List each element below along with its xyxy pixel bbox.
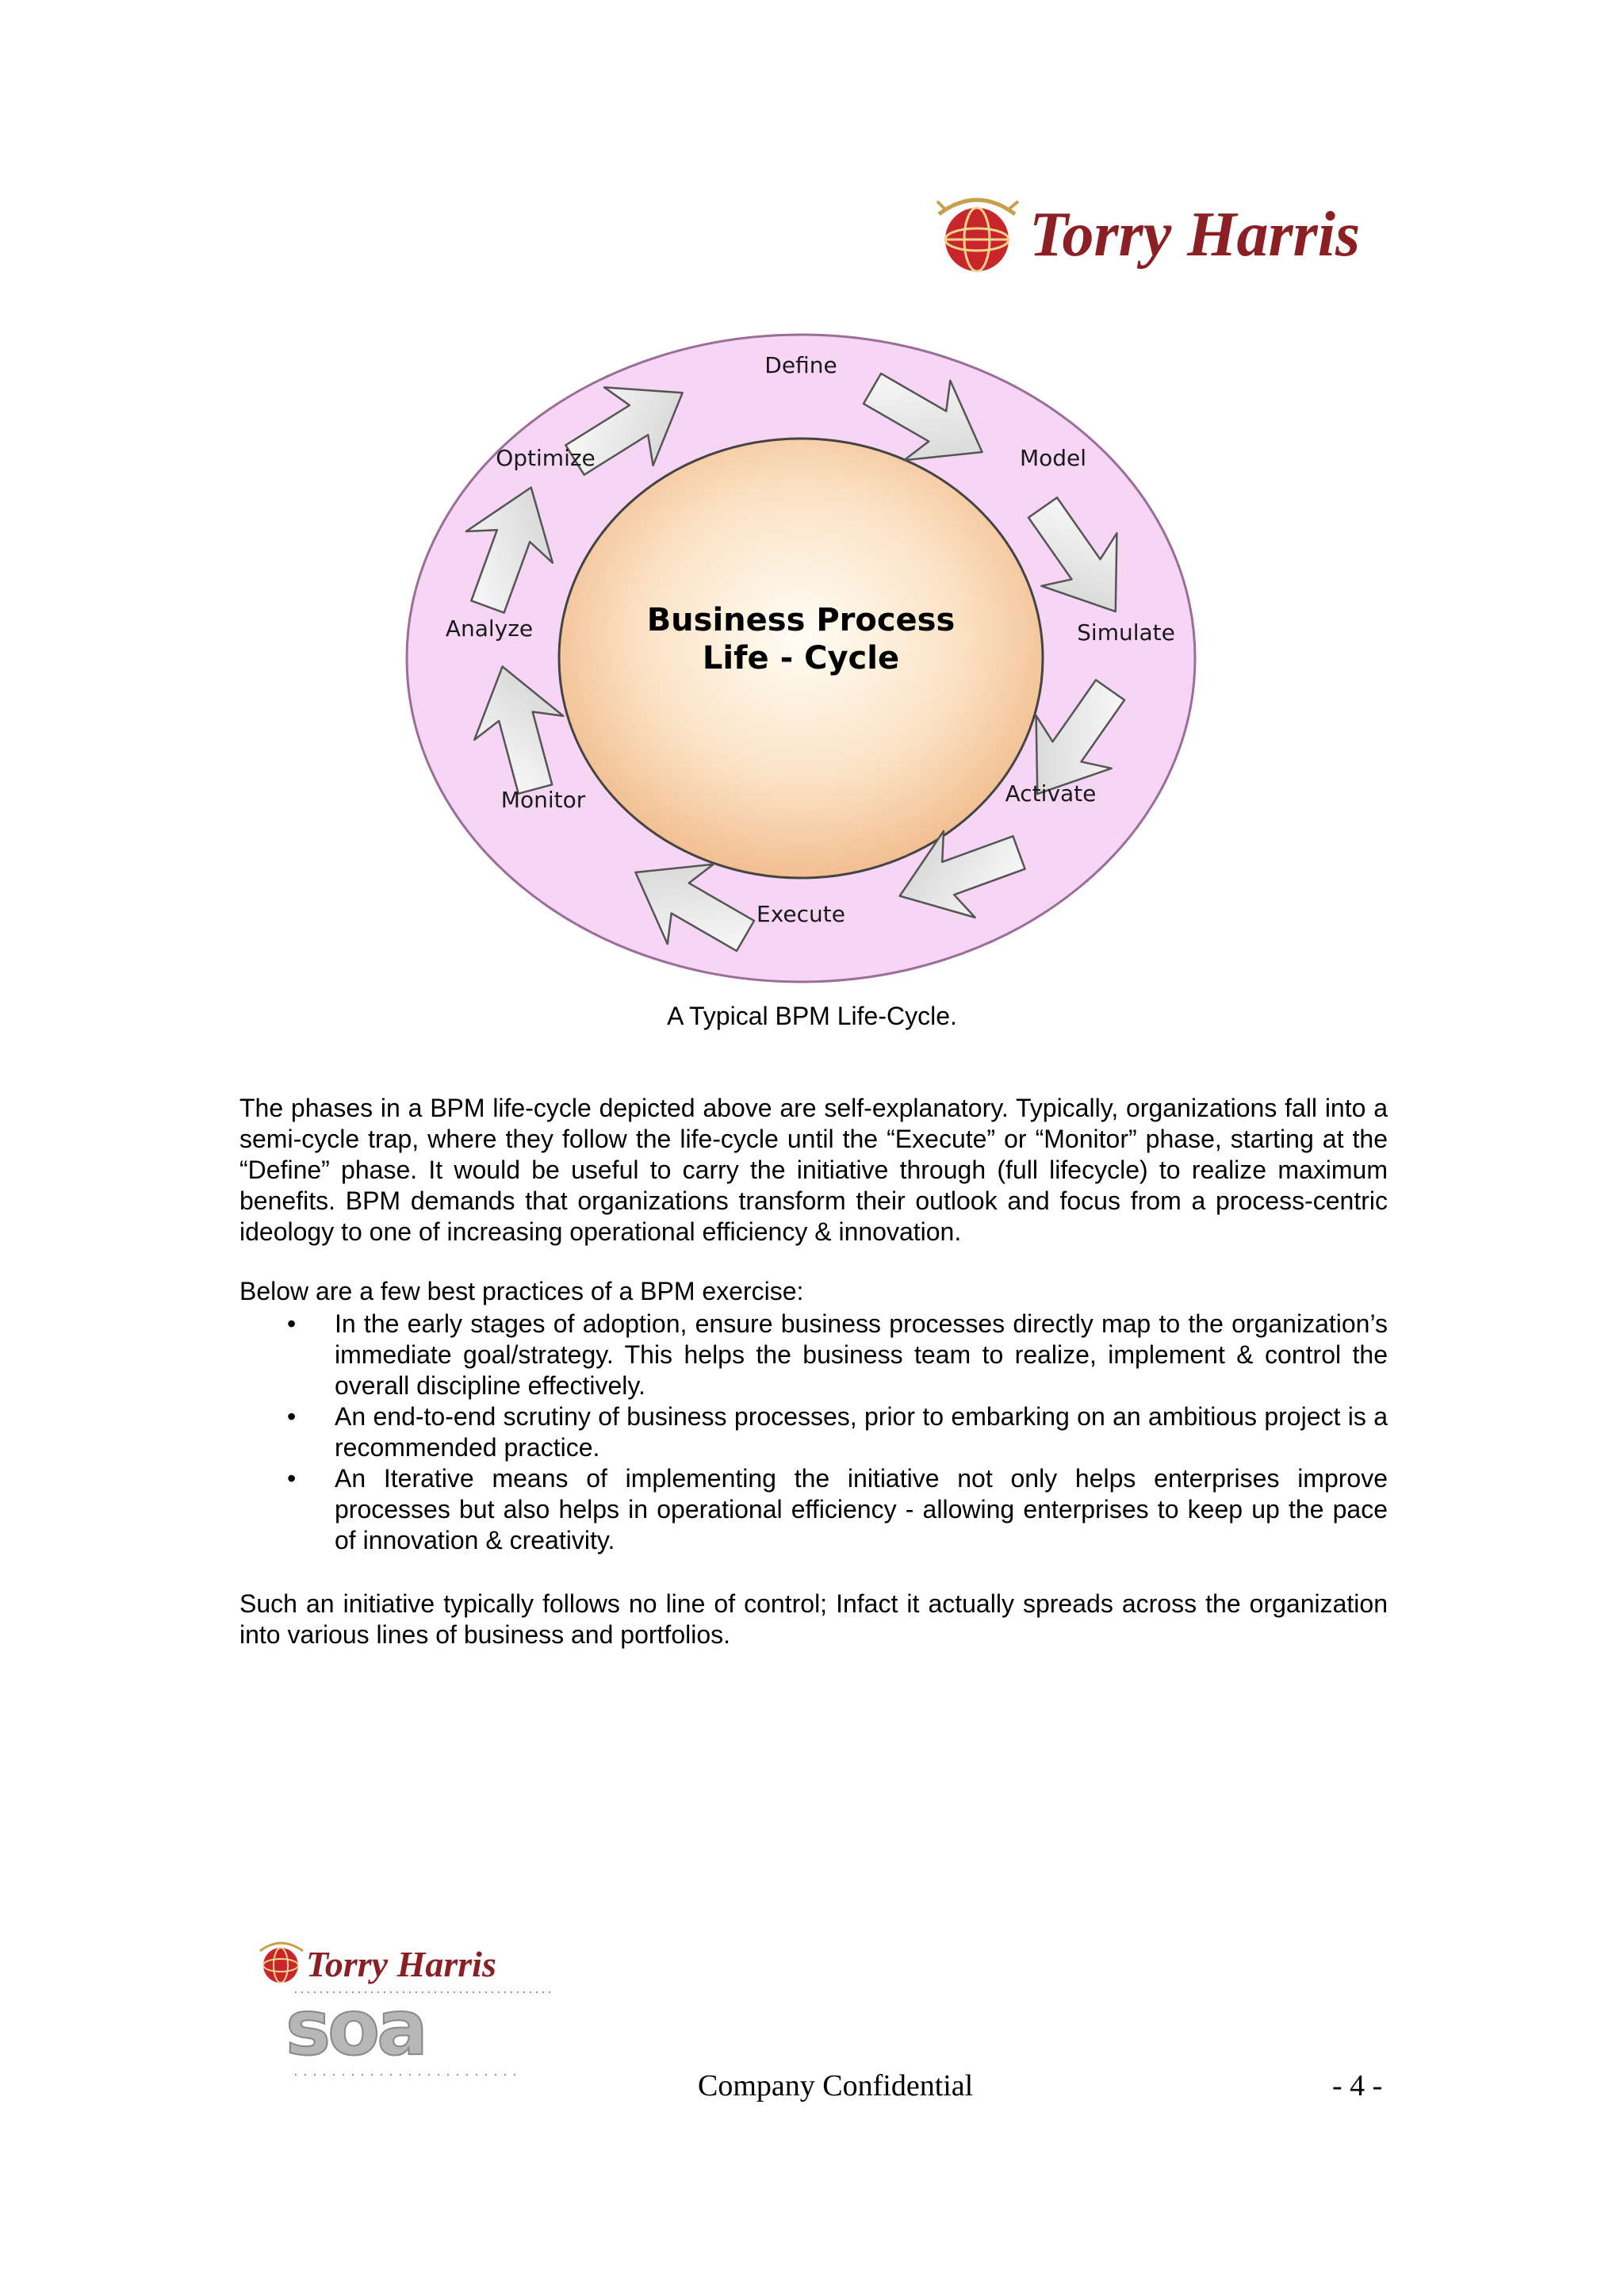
- figure-caption: A Typical BPM Life-Cycle.: [667, 1002, 957, 1030]
- footer-confidential: Company Confidential: [698, 2069, 974, 2102]
- phase-label-analyze: Analyze: [445, 615, 534, 642]
- paragraph-lifecycle: The phases in a BPM life-cycle depicted above are self-explanatory. Typically, organizations fall into a semi-cycle trap, where they follow the life-cycle until the “Execute” or “Monitor” phase, starting at the “Define” phase. It would be useful to carry the initiative through (full lifecycle) to realize maximum benefits. BPM demands that organizations transform their outlook and focus from a process-centric ideology to one of increasing operational efficiency & innovation.: [239, 1094, 1388, 1246]
- page-number: - 4 -: [1332, 2069, 1383, 2102]
- torry-harris-logo-top: [936, 190, 1380, 286]
- torry-harris-soa-logo: [254, 1935, 571, 2086]
- phase-label-model: Model: [1019, 445, 1087, 471]
- phase-label-optimize: Optimize: [496, 445, 596, 471]
- phase-label-monitor: Monitor: [500, 787, 586, 813]
- bullet-icon: •: [287, 1402, 297, 1431]
- footer-brand-name: Torry Harris: [306, 1944, 496, 1984]
- phase-label-define: Define: [764, 352, 837, 378]
- center-title-line1: Business Process: [646, 602, 956, 638]
- list-item-text: An Iterative means of implementing the initiative not only helps enterprises improve processes but also helps in operational efficiency - allowing enterprises to keep up the pace of innovation & creativity.: [335, 1464, 1388, 1554]
- bullet-icon: •: [287, 1309, 297, 1338]
- bpm-lifecycle-diagram: [396, 325, 1205, 991]
- list-item: [239, 1309, 1388, 1401]
- list-item-text: In the early stages of adoption, ensure business processes directly map to the organization’s immediate goal/strategy. This helps the business team to realize, implement & control the overall discipline effectively.: [335, 1309, 1388, 1400]
- center-title-line2: Life - Cycle: [702, 640, 900, 677]
- list-item-text: An end-to-end scrutiny of business processes, prior to embarking on an ambitious project is a recommended practice.: [335, 1402, 1388, 1462]
- bullet-icon: •: [287, 1464, 297, 1493]
- brand-name: Torry Harris: [1029, 200, 1361, 270]
- globe-icon: [260, 1943, 303, 1983]
- soa-logo-text: soa: [285, 1984, 425, 2072]
- list-item: [239, 1401, 1388, 1463]
- list-item: [239, 1463, 1388, 1556]
- phase-label-simulate: Simulate: [1077, 619, 1175, 646]
- paragraph-best-practices-intro: Below are a few best practices of a BPM exercise:: [239, 1277, 804, 1305]
- globe-icon: [937, 200, 1018, 271]
- best-practices-list: [239, 1309, 1388, 1556]
- phase-label-activate: Activate: [1005, 780, 1097, 807]
- phase-label-execute: Execute: [756, 901, 845, 927]
- paragraph-initiative: Such an initiative typically follows no line of control; Infact it actually spreads across the organization into various lines of business and portfolios.: [239, 1589, 1388, 1649]
